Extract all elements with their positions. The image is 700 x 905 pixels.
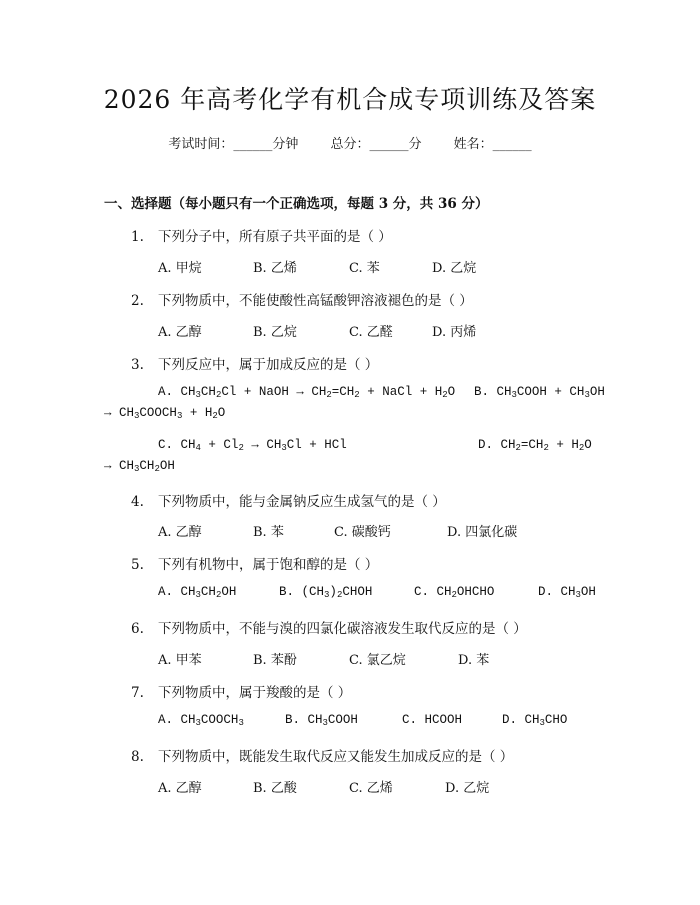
question-stem: 下列有机物中，属于饱和醇的是（ ） — [158, 557, 379, 573]
option-a: A. $CH_3CH_2Cl$ + NaOH → $CH_2=CH_2$ + NaCl + $H_2O$ — [158, 385, 456, 400]
option-b: B. 乙酸 — [253, 781, 297, 796]
question-stem: 下列物质中，不能使酸性高锰酸钾溶液褪色的是（ ） — [158, 293, 473, 309]
option-a: A. $CH_3COOCH_3$ — [158, 713, 244, 728]
question-stem: 下列物质中，既能发生取代反应又能发生加成反应的是（ ） — [158, 749, 514, 765]
option-a: A. 乙醇 — [158, 781, 202, 796]
option-c: C. $CH_2OHCHO$ — [414, 585, 495, 600]
option-d: D. $CH_2=CH_2 + H_2O$ — [478, 438, 592, 453]
option-c: C. 氯乙烷 — [349, 653, 406, 668]
exam-name: 姓名：______ — [453, 137, 532, 152]
option-d: D. $CH_3CHO$ — [502, 713, 568, 728]
option-d: D. 丙烯 — [432, 325, 477, 340]
option-b: B. 苯 — [253, 525, 284, 540]
option-a: A. 乙醇 — [158, 325, 202, 340]
question-7 — [131, 681, 351, 701]
question-stem: 下列物质中，不能与溴的四氯化碳溶液发生取代反应的是（ ） — [158, 621, 527, 637]
option-c: C. HCOOH — [402, 713, 463, 727]
question-stem: 下列反应中，属于加成反应的是（ ） — [158, 357, 379, 373]
option-b: B. 乙烷 — [253, 325, 297, 340]
option-b: B. $CH_3COOH + CH_3OH$ — [474, 385, 605, 400]
question-stem: 下列物质中，属于羧酸的是（ ） — [158, 685, 352, 701]
question-number: 5. — [131, 557, 144, 573]
exam-time: 考试时间：______分钟 — [168, 137, 299, 152]
question-6 — [131, 617, 527, 637]
option-a: A. 甲烷 — [158, 261, 202, 276]
option-a: A. 甲苯 — [158, 653, 202, 668]
question-5 — [131, 553, 378, 573]
question-number: 7. — [131, 685, 144, 701]
question-stem: 下列分子中，所有原子共平面的是（ ） — [158, 229, 392, 245]
option-c: C. 苯 — [349, 261, 380, 276]
option-d: D. $CH_3OH$ — [538, 585, 596, 600]
option-c: C. 乙醛 — [349, 325, 393, 340]
section-heading: 一、选择题（每小题只有一个正确选项，每题 3 分，共 36 分） — [104, 196, 489, 212]
question-number: 6. — [131, 621, 144, 637]
option-c: C. $CH_4 + Cl_2 \to CH_3Cl$ + HCl — [158, 438, 347, 453]
option-d: D. 乙烷 — [445, 781, 490, 796]
question-3 — [131, 353, 378, 373]
exam-score: 总分：______分 — [330, 137, 422, 152]
question-4 — [131, 490, 446, 510]
question-2 — [131, 289, 473, 309]
question-number: 4. — [131, 494, 144, 510]
option-b: B. 乙烯 — [253, 261, 297, 276]
question-number: 1. — [131, 229, 144, 245]
option-c: C. 碳酸钙 — [334, 525, 391, 540]
option-c: C. 乙烯 — [349, 781, 393, 796]
question-number: 8. — [131, 749, 144, 765]
option-d: D. 苯 — [458, 653, 490, 668]
option-d: D. 乙烷 — [432, 261, 477, 276]
question-8 — [131, 745, 513, 765]
exam-info-line — [0, 133, 700, 152]
question-number: 2. — [131, 293, 144, 309]
question-1 — [131, 225, 392, 245]
option-b: B. $CH_3COOH$ — [285, 713, 358, 728]
question-number: 3. — [131, 357, 144, 373]
page-title: 2026 年高考化学有机合成专项训练及答案 — [103, 85, 597, 114]
option-b: B. $(CH_3)_2CHOH$ — [279, 585, 373, 600]
option-d: D. 四氯化碳 — [447, 525, 518, 540]
question-stem: 下列物质中，能与金属钠反应生成氢气的是（ ） — [158, 494, 446, 510]
option-d-continued: → $CH_3CH_2OH$ — [104, 459, 175, 474]
option-b-continued: → $CH_3COOCH_3 + H_2O$ — [104, 406, 226, 421]
option-b: B. 苯酚 — [253, 653, 297, 668]
option-a: A. $CH_3CH_2OH$ — [158, 585, 237, 600]
option-a: A. 乙醇 — [158, 525, 202, 540]
